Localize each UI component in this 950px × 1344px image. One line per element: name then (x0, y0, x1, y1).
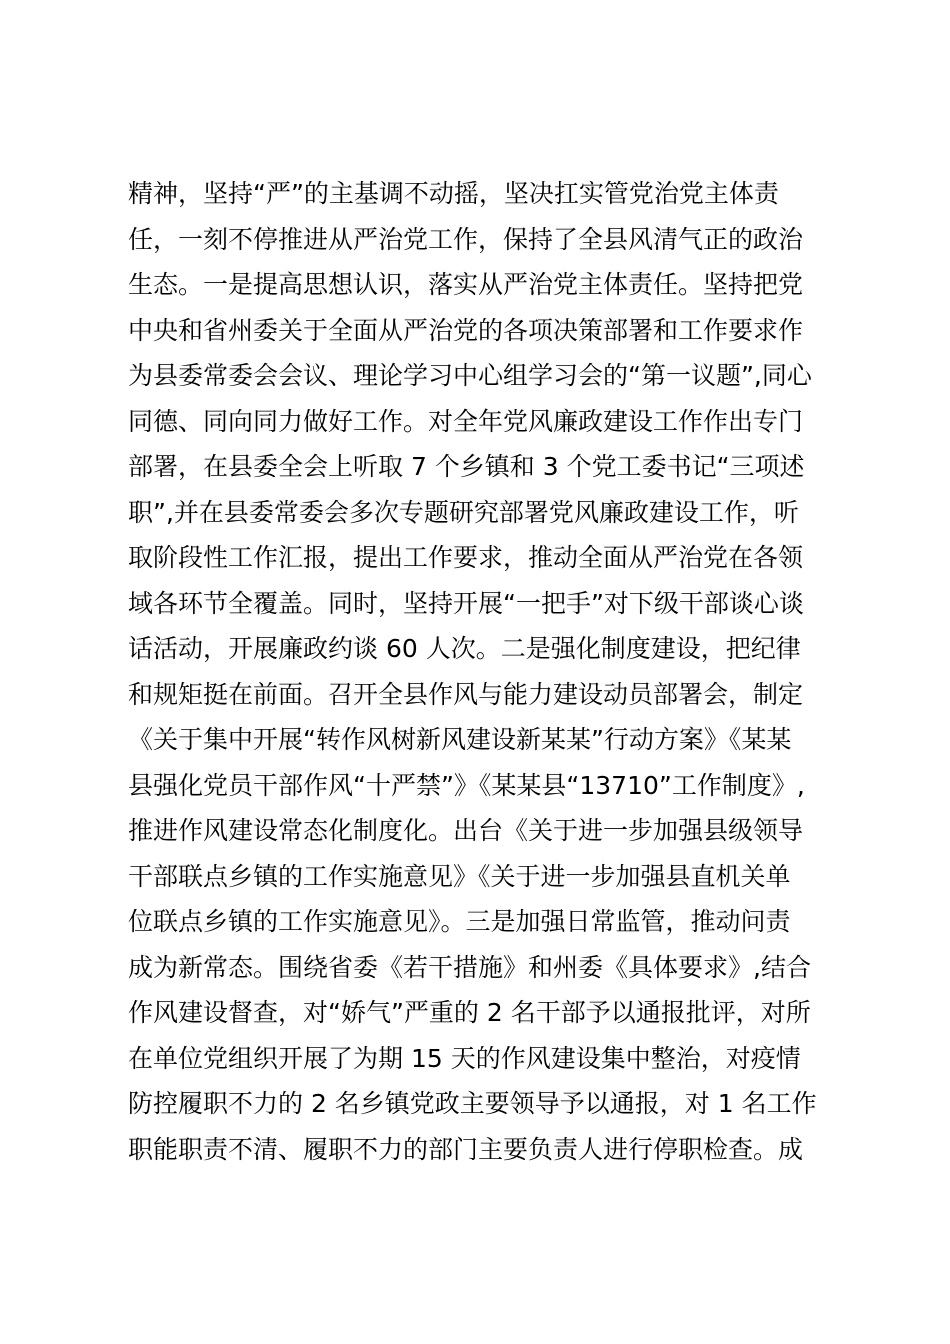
text-line: 《关于集中开展“转作风树新风建设新某某”行动方案》《某某 (128, 725, 792, 754)
text-line: 防控履职不力的 2 名乡镇党政主要领导予以通报，对 1 名工作 (128, 1089, 817, 1118)
text-line: 域各环节全覆盖。同时，坚持开展“一把手”对下级干部谈心谈 (128, 588, 804, 618)
text-line: 推进作风建设常态化制度化。出台《关于进一步加强县级领导 (128, 816, 804, 845)
text-line: 中央和省州委关于全面从严治党的各项决策部署和工作要求作 (128, 315, 804, 345)
text-line: 在单位党组织开展了为期 15 天的作风建设集中整治，对疫情 (128, 1043, 801, 1073)
text-line: 职”,并在县委常委会多次专题研究部署党风廉政建设工作，听 (128, 497, 799, 527)
body-paragraph (128, 171, 848, 1172)
text-line: 生态。一是提高思想认识，落实从严治党主体责任。坚持把党 (128, 270, 804, 299)
text-line: 部署，在县委全会上听取 7 个乡镇和 3 个党工委书记“三项述 (128, 452, 805, 481)
text-line: 位联点乡镇的工作实施意见》。三是加强日常监管，推动问责 (128, 907, 791, 936)
text-line: 取阶段性工作汇报，提出工作要求，推动全面从严治党在各领 (128, 543, 804, 572)
text-line: 和规矩挺在前面。召开全县作风与能力建设动员部署会，制定 (128, 679, 804, 709)
text-line: 成为新常态。围绕省委《若干措施》和州委《具体要求》,结合 (128, 952, 811, 982)
text-line: 县强化党员干部作风“十严禁”》《某某县“13710”工作制度》, (128, 770, 805, 800)
text-line: 精神，坚持“严”的主基调不动摇，坚决扛实管党治党主体责 (128, 179, 779, 208)
text-line: 作风建设督查，对“娇气”严重的 2 名干部予以通报批评，对所 (128, 998, 811, 1027)
text-line: 同德、同向同力做好工作。对全年党风廉政建设工作作出专门 (128, 406, 804, 436)
text-line: 话活动，开展廉政约谈 60 人次。二是强化制度建设，把纪律 (128, 634, 801, 663)
text-line: 为县委常委会会议、理论学习中心组学习会的“第一议题”,同心 (128, 361, 812, 390)
text-line: 干部联点乡镇的工作实施意见》《关于进一步加强县直机关单 (128, 861, 791, 891)
text-line: 任，一刻不停推进从严治党工作，保持了全县风清气正的政治 (128, 224, 804, 254)
text-line: 职能职责不清、履职不力的部门主要负责人进行停职检查。成 (128, 1134, 804, 1164)
